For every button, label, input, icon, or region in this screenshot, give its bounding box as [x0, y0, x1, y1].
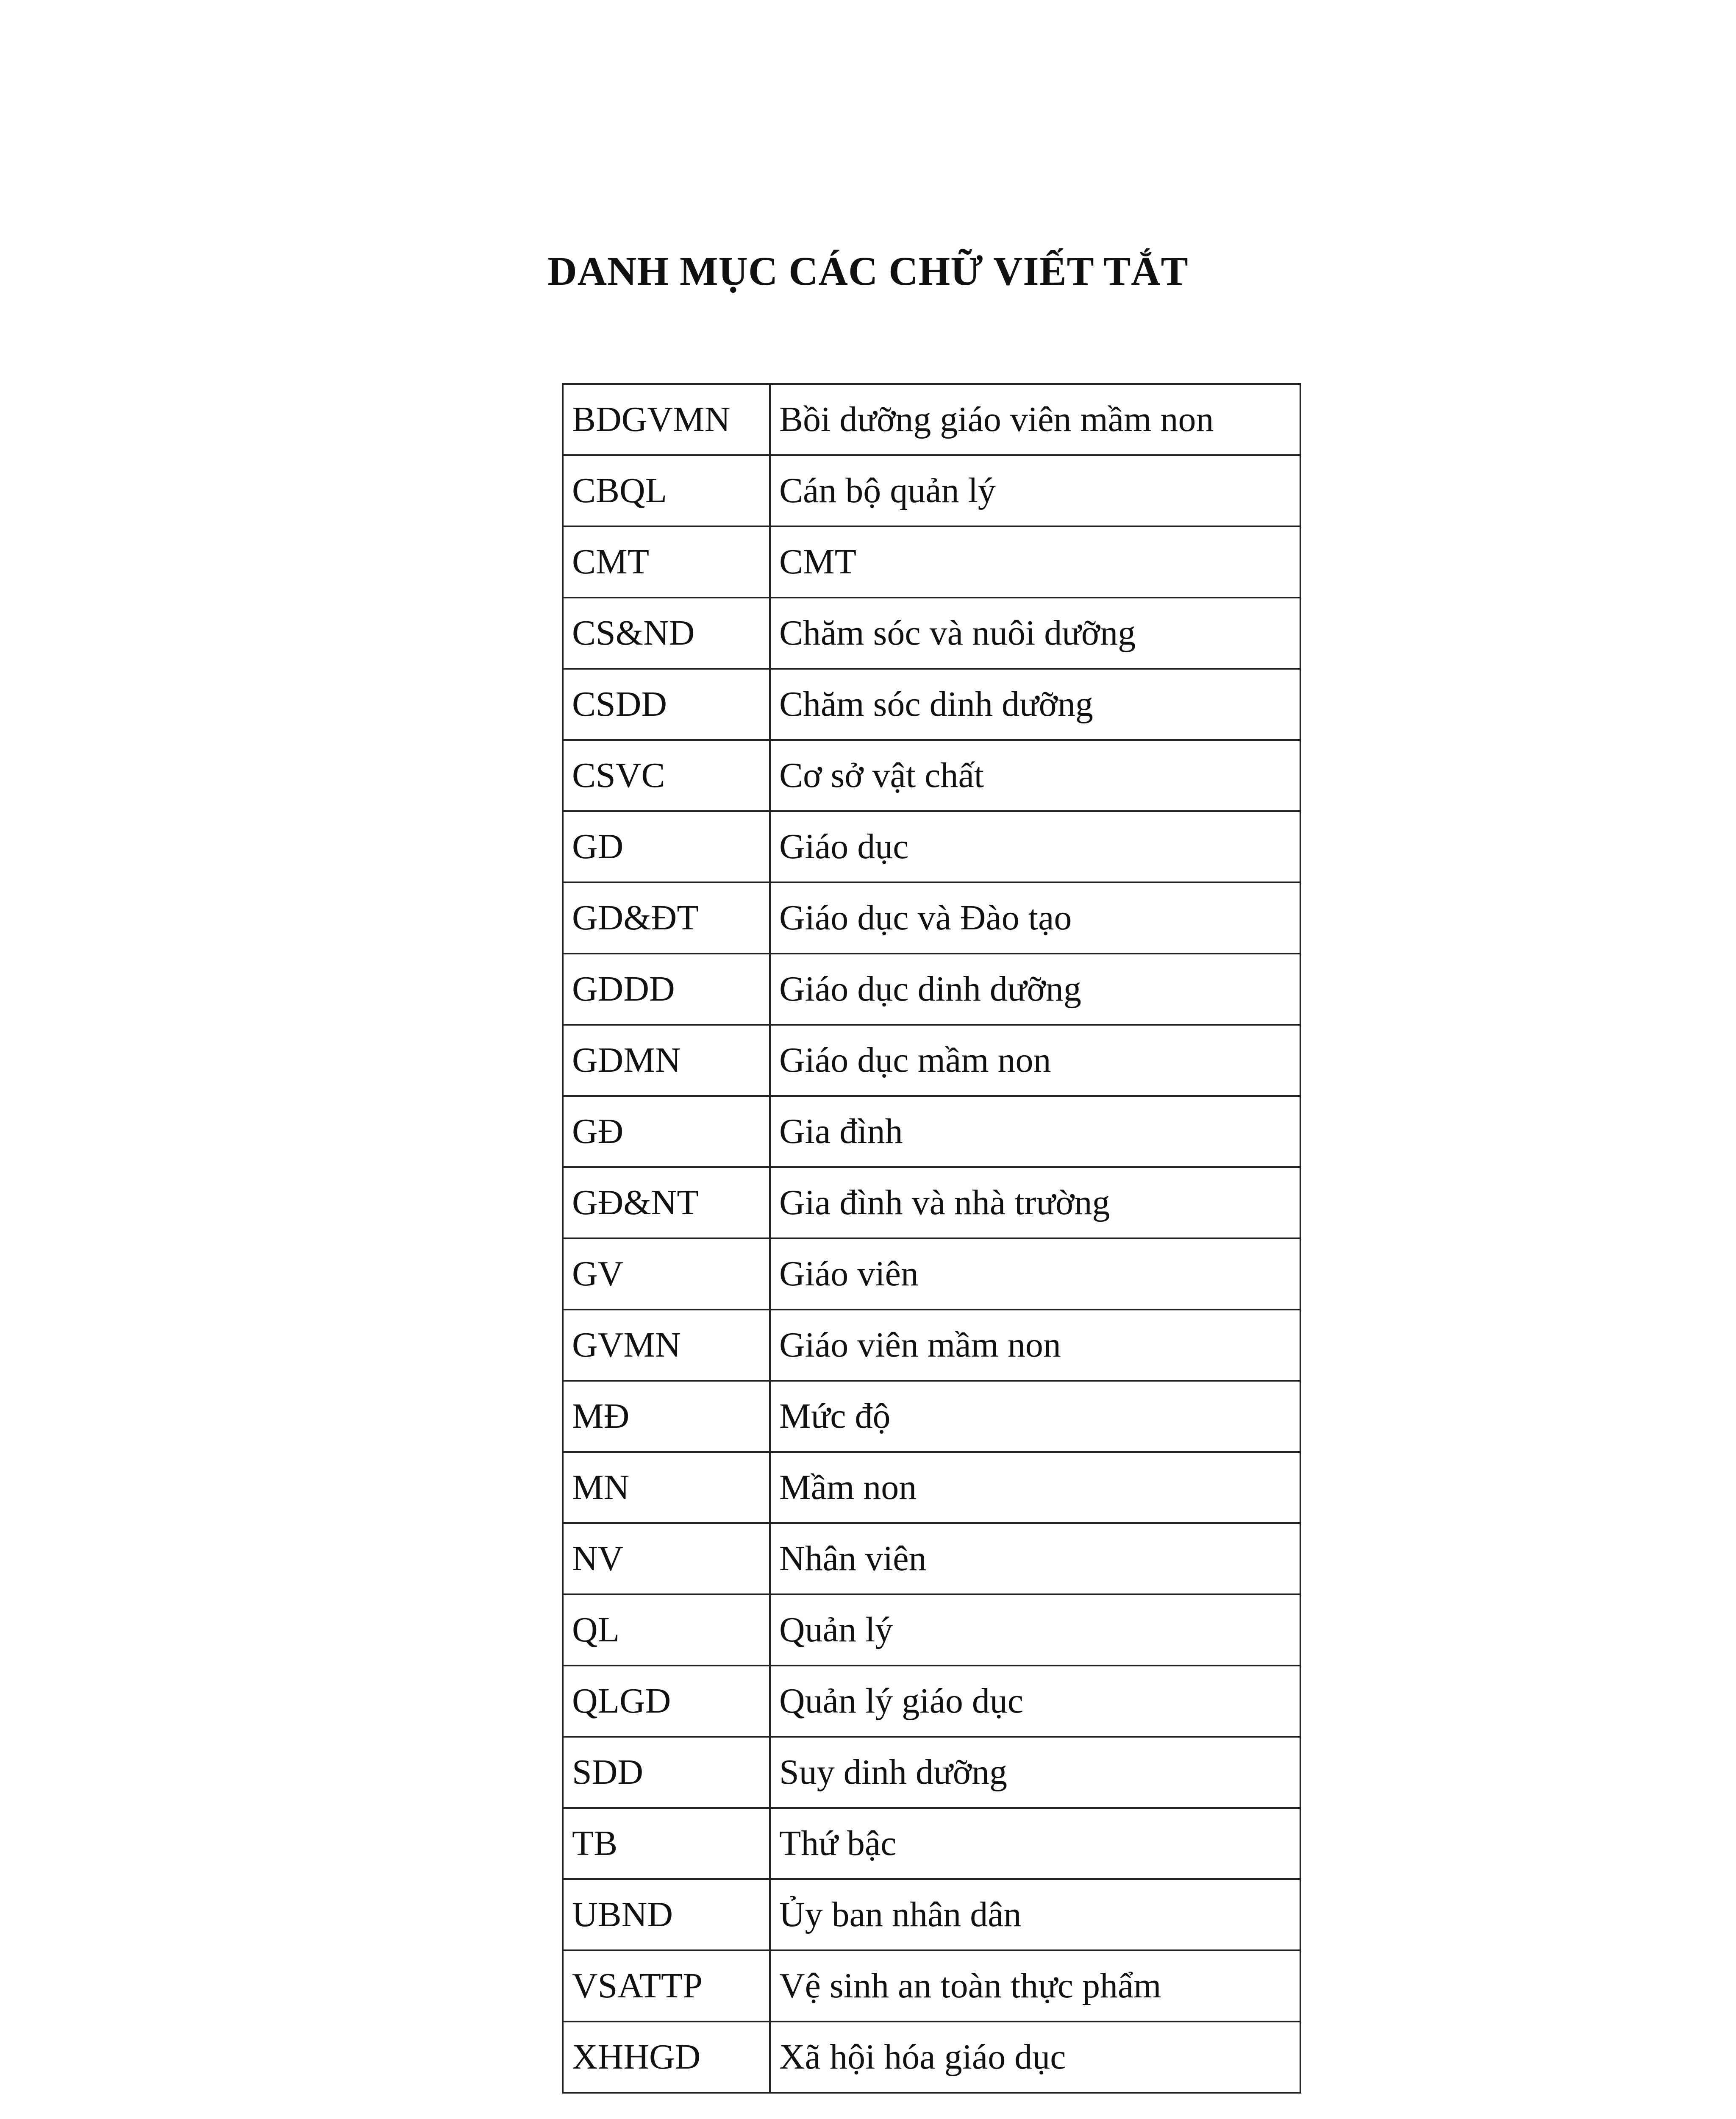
meaning-cell: Suy dinh dưỡng [770, 1737, 1300, 1808]
meaning-cell: Xã hội hóa giáo dục [770, 2022, 1300, 2093]
meaning-cell: Giáo dục [770, 811, 1300, 882]
table-row [563, 526, 1300, 598]
abbreviation-cell: GV [563, 1238, 770, 1310]
meaning-cell: Mầm non [770, 1452, 1300, 1523]
abbreviation-table [562, 383, 1301, 2094]
table-row [563, 669, 1300, 740]
abbreviation-cell: MN [563, 1452, 770, 1523]
abbreviation-cell: CS&ND [563, 598, 770, 669]
abbreviation-cell: SDD [563, 1737, 770, 1808]
meaning-cell: CMT [770, 526, 1300, 598]
abbreviation-cell: GĐ&NT [563, 1167, 770, 1238]
abbreviation-cell: QLGD [563, 1666, 770, 1737]
abbreviation-cell: UBND [563, 1879, 770, 1950]
abbreviation-cell: CSDD [563, 669, 770, 740]
table-row [563, 1879, 1300, 1950]
table-row [563, 1594, 1300, 1666]
meaning-cell: Giáo dục dinh dưỡng [770, 954, 1300, 1025]
table-row [563, 1025, 1300, 1096]
meaning-cell: Giáo viên mầm non [770, 1310, 1300, 1381]
abbreviation-cell: QL [563, 1594, 770, 1666]
abbreviation-cell: GD&ĐT [563, 882, 770, 954]
table-row [563, 882, 1300, 954]
table-row [563, 740, 1300, 811]
abbreviation-cell: TB [563, 1808, 770, 1879]
table-row [563, 1808, 1300, 1879]
abbreviation-cell: BDGVMN [563, 384, 770, 455]
table-row [563, 1950, 1300, 2022]
meaning-cell: Bồi dưỡng giáo viên mầm non [770, 384, 1300, 455]
meaning-cell: Cán bộ quản lý [770, 455, 1300, 526]
table-row [563, 384, 1300, 455]
meaning-cell: Ủy ban nhân dân [770, 1879, 1300, 1950]
abbreviation-cell: XHHGD [563, 2022, 770, 2093]
table-row [563, 2022, 1300, 2093]
meaning-cell: Gia đình và nhà trường [770, 1167, 1300, 1238]
meaning-cell: Thứ bậc [770, 1808, 1300, 1879]
abbreviation-cell: VSATTP [563, 1950, 770, 2022]
table-row [563, 1310, 1300, 1381]
table-row [563, 811, 1300, 882]
abbreviation-cell: GD [563, 811, 770, 882]
meaning-cell: Quản lý giáo dục [770, 1666, 1300, 1737]
abbreviation-cell: NV [563, 1523, 770, 1594]
abbreviation-cell: GVMN [563, 1310, 770, 1381]
table-row [563, 954, 1300, 1025]
table-row [563, 455, 1300, 526]
abbreviation-cell: MĐ [563, 1381, 770, 1452]
abbreviation-cell: GDDD [563, 954, 770, 1025]
table-row [563, 1096, 1300, 1167]
meaning-cell: Chăm sóc dinh dưỡng [770, 669, 1300, 740]
table-row [563, 1238, 1300, 1310]
meaning-cell: Gia đình [770, 1096, 1300, 1167]
meaning-cell: Giáo dục mầm non [770, 1025, 1300, 1096]
meaning-cell: Quản lý [770, 1594, 1300, 1666]
meaning-cell: Nhân viên [770, 1523, 1300, 1594]
table-row [563, 1737, 1300, 1808]
table-row [563, 598, 1300, 669]
abbreviation-table-body [563, 384, 1300, 2093]
abbreviation-cell: CBQL [563, 455, 770, 526]
table-row [563, 1167, 1300, 1238]
meaning-cell: Cơ sở vật chất [770, 740, 1300, 811]
table-row [563, 1381, 1300, 1452]
abbreviation-cell: GDMN [563, 1025, 770, 1096]
page-title: DANH MỤC CÁC CHỮ VIẾT TẮT [547, 248, 1189, 294]
meaning-cell: Giáo viên [770, 1238, 1300, 1310]
meaning-cell: Mức độ [770, 1381, 1300, 1452]
table-row [563, 1452, 1300, 1523]
abbreviation-cell: CMT [563, 526, 770, 598]
abbreviation-cell: CSVC [563, 740, 770, 811]
table-row [563, 1523, 1300, 1594]
meaning-cell: Chăm sóc và nuôi dưỡng [770, 598, 1300, 669]
abbreviation-cell: GĐ [563, 1096, 770, 1167]
meaning-cell: Vệ sinh an toàn thực phẩm [770, 1950, 1300, 2022]
meaning-cell: Giáo dục và Đào tạo [770, 882, 1300, 954]
table-row [563, 1666, 1300, 1737]
